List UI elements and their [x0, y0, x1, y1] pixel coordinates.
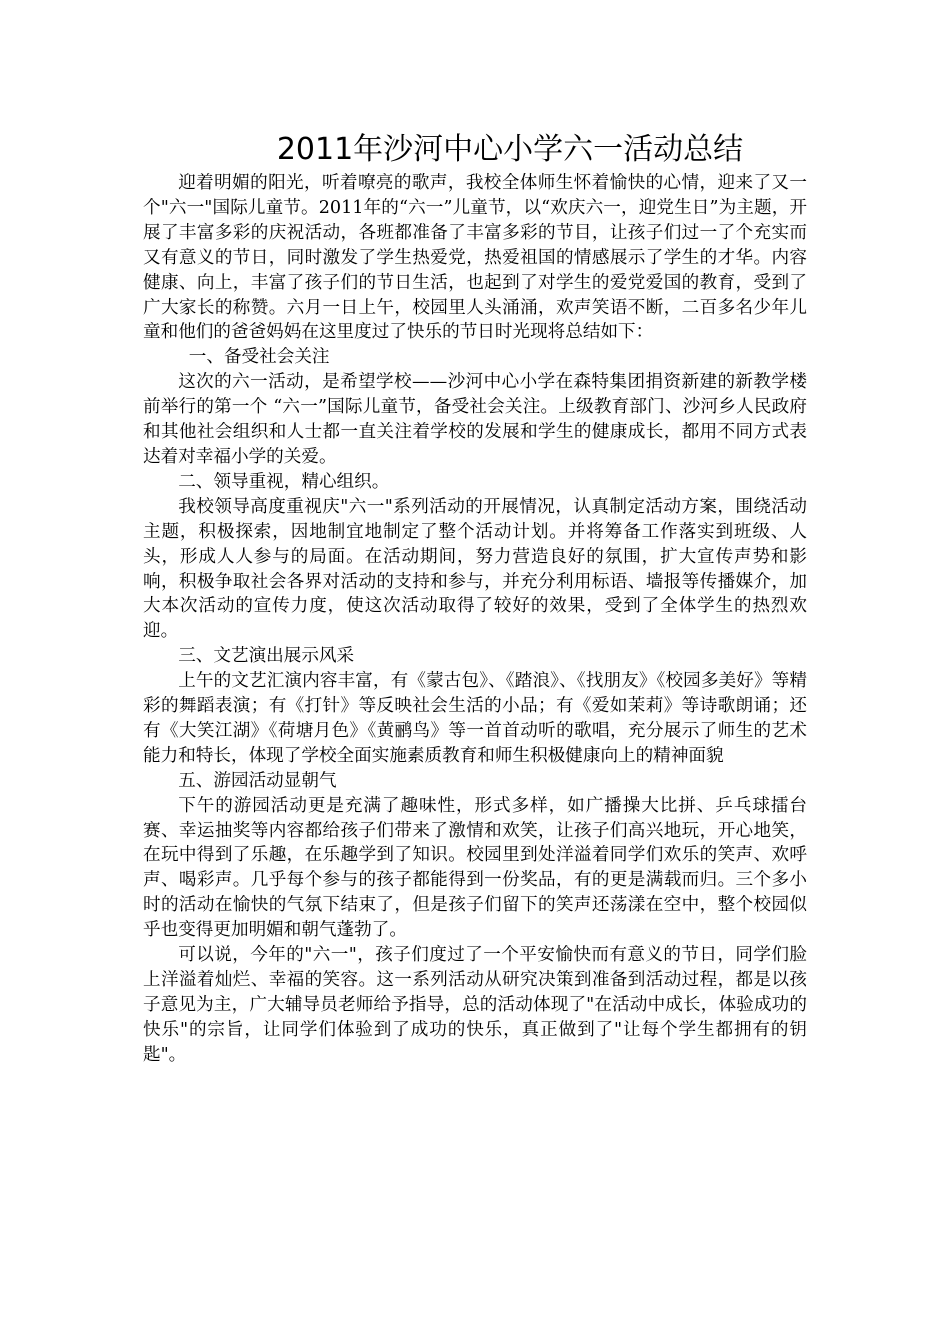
intro-paragraph: 迎着明媚的阳光，听着嘹亮的歌声，我校全体师生怀着愉快的心情，迎来了又一个"六一"国际儿童节。2011年的“六一”儿童节，以“欢庆六一，迎党生日”为主题，开展了丰富多彩的庆祝活动，各班都准备了丰富多彩的节目，让孩子们过一了个充实而又有意义的节日，同时激发了学生热爱党，热爱祖国的情感展示了学生的才华。内容健康、向上，丰富了孩子们的节日生活，也起到了对学生的爱党爱国的教育，受到了广大家长的称赞。六月一日上午，校园里人头涌涌，欢声笑语不断，二百多名少年儿童和他们的爸爸妈妈在这里度过了快乐的节日时光现将总结如下：	[143, 173, 807, 343]
section-paragraph: 这次的六一活动，是希望学校——沙河中心小学在森特集团捐资新建的新教学楼前举行的第一个 “六一”国际儿童节，备受社会关注。上级教育部门、沙河乡人民政府和其他社会组织和人士都一直关注着学校的发展和学生的健康成长，都用不同方式表达着对幸福小学的关爱。	[143, 372, 807, 467]
section-heading: 三、文艺演出展示风采	[178, 646, 355, 667]
section-paragraph: 上午的文艺汇演内容丰富，有《蒙古包》、《踏浪》、《找朋友》《校园多美好》等精彩的舞蹈表演；有《打针》等反映社会生活的小品；有《爱如茉莉》等诗歌朗诵；还有《大笑江湖》《荷塘月色》《黄鹂鸟》等一首首动听的歌唱，充分展示了师生的艺术能力和特长，体现了学校全面实施素质教育和师生积极健康向上的精神面貌	[143, 671, 807, 766]
conclusion-paragraph: 可以说，今年的"六一"，孩子们度过了一个平安愉快而有意义的节日，同学们脸上洋溢着灿烂、幸福的笑容。这一系列活动从研究决策到准备到活动过程，都是以孩子意见为主，广大辅导员老师给予指导，总的活动体现了"在活动中成长，体验成功的快乐"的宗旨，让同学们体验到了成功的快乐，真正做到了"让每个学生都拥有的钥匙"。	[143, 945, 807, 1065]
section-paragraph: 下午的游园活动更是充满了趣味性，形式多样，如广播操大比拼、乒乓球擂台赛、幸运抽奖等内容都给孩子们带来了激情和欢笑，让孩子们高兴地玩，开心地笑，在玩中得到了乐趣，在乐趣学到了知识。校园里到处洋溢着同学们欢乐的笑声、欢呼声、喝彩声。几乎每个参与的孩子都能得到一份奖品，有的更是满载而归。三个多小时的活动在愉快的气氛下结束了，但是孩子们留下的笑声还荡漾在空中，整个校园似乎也变得更加明媚和朝气蓬勃了。	[143, 795, 807, 941]
document-body	[143, 171, 807, 1068]
document-title: 2011年沙河中心小学六一活动总结	[276, 132, 744, 167]
section-heading: 五、游园活动显朝气	[178, 770, 337, 791]
section-heading: 二、领导重视，精心组织。	[178, 471, 390, 492]
section-heading: 一、备受社会关注	[188, 347, 330, 368]
section-paragraph: 我校领导高度重视庆"六一"系列活动的开展情况，认真制定活动方案，围绕活动主题，积极探索，因地制宜地制定了整个活动计划。并将筹备工作落实到班级、人头，形成人人参与的局面。在活动期间，努力营造良好的氛围，扩大宣传声势和影响，积极争取社会各界对活动的支持和参与，并充分利用标语、墙报等传播媒介，加大本次活动的宣传力度，使这次活动取得了较好的效果，受到了全体学生的热烈欢迎。	[143, 496, 807, 642]
